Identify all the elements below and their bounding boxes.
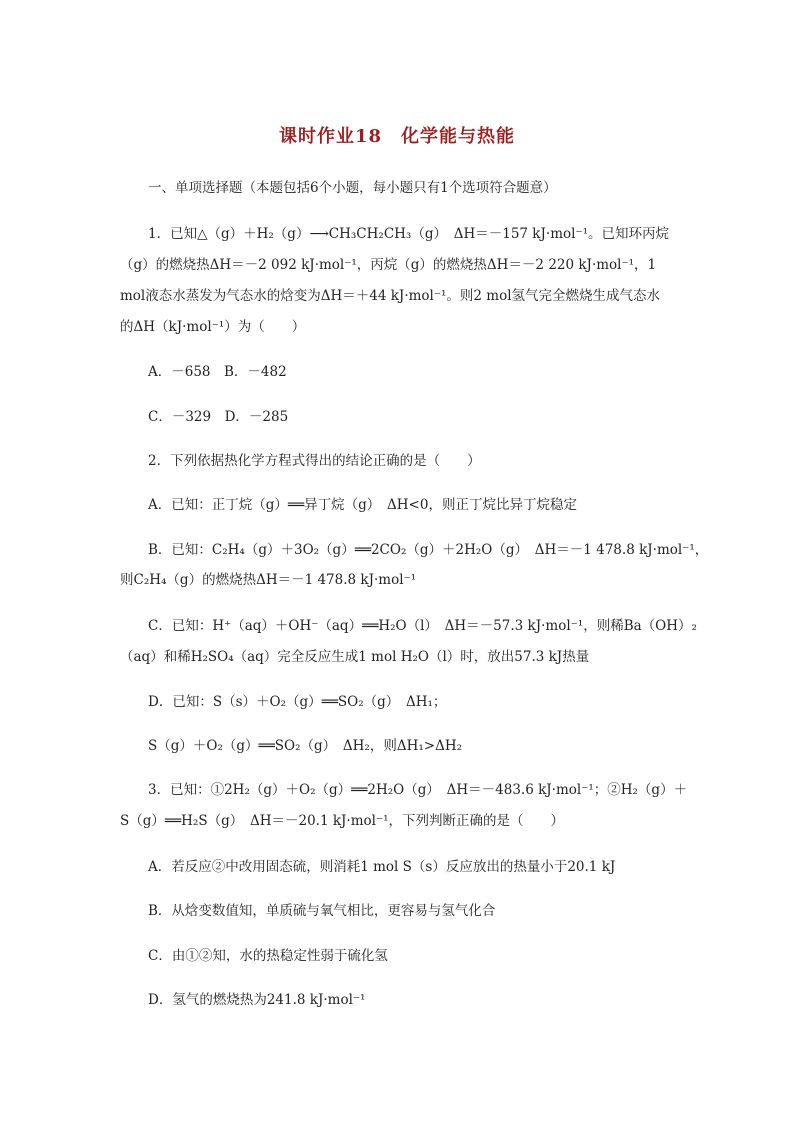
section-heading: 一、单项选择题（本题包括6个小题，每小题只有1个选项符合题意） [148, 180, 557, 196]
q3-option-b: B．从焓变数值知，单质硫与氧气相比，更容易与氢气化合 [148, 903, 496, 919]
q1-line-3: mol液态水蒸发为气态水的焓变为ΔH＝＋44 kJ·mol⁻¹。则2 mol氢气完全燃烧生成气态水 [120, 288, 661, 304]
q1-option-cd: C．－329 D．－285 [148, 409, 289, 425]
page-title: 课时作业18 化学能与热能 [278, 126, 516, 147]
q2-option-b-line-1: B．已知：C₂H₄（g）＋3O₂（g）══2CO₂（g）＋2H₂O（g） ΔH＝－1 478.8 kJ·mol⁻¹， [148, 542, 709, 558]
q1-line-4: 的ΔH（kJ·mol⁻¹）为（ ） [120, 319, 306, 335]
q3-line-2: S（g）══H₂S（g） ΔH＝－20.1 kJ·mol⁻¹，下列判断正确的是（ ） [120, 813, 565, 829]
q2-option-d-line-1: D．已知：S（s）＋O₂（g）══SO₂（g） ΔH₁； [148, 694, 447, 710]
q3-line-1: 3．已知：①2H₂（g）＋O₂（g）══2H₂O（g） ΔH＝－483.6 kJ·mol⁻¹；②H₂（g）＋ [148, 782, 688, 798]
q3-option-c: C．由①②知，水的热稳定性弱于硫化氢 [148, 948, 388, 964]
q1-option-ab: A．－658 B．－482 [148, 364, 287, 380]
q1-line-1: 1．已知△（g）＋H₂（g）⟶CH₃CH₂CH₃（g） ΔH＝－157 kJ·mol⁻¹。已知环丙烷 [148, 226, 669, 242]
q2-stem: 2．下列依据热化学方程式得出的结论正确的是（ ） [148, 453, 481, 469]
q2-option-a: A．已知：正丁烷（g）══异丁烷（g） ΔH<0，则正丁烷比异丁烷稳定 [148, 497, 577, 513]
q1-line-2: （g）的燃烧热ΔH＝－2 092 kJ·mol⁻¹，丙烷（g）的燃烧热ΔH＝－2 220 kJ·mol⁻¹，1 [120, 257, 657, 273]
q3-option-a: A．若反应②中改用固态硫，则消耗1 mol S（s）反应放出的热量小于20.1 kJ [148, 859, 616, 875]
q2-option-c-line-2: （aq）和稀H₂SO₄（aq）完全反应生成1 mol H₂O（l）时，放出57.3 kJ热量 [120, 649, 590, 665]
q2-option-c-line-1: C．已知：H⁺（aq）＋OH⁻（aq）══H₂O（l） ΔH＝－57.3 kJ·mol⁻¹，则稀Ba（OH）₂ [148, 618, 697, 634]
q2-option-b-line-2: 则C₂H₄（g）的燃烧热ΔH＝－1 478.8 kJ·mol⁻¹ [120, 572, 417, 588]
q3-option-d: D．氢气的燃烧热为241.8 kJ·mol⁻¹ [148, 992, 366, 1008]
q2-option-d-line-2: S（g）＋O₂（g）══SO₂（g） ΔH₂，则ΔH₁>ΔH₂ [148, 738, 462, 754]
